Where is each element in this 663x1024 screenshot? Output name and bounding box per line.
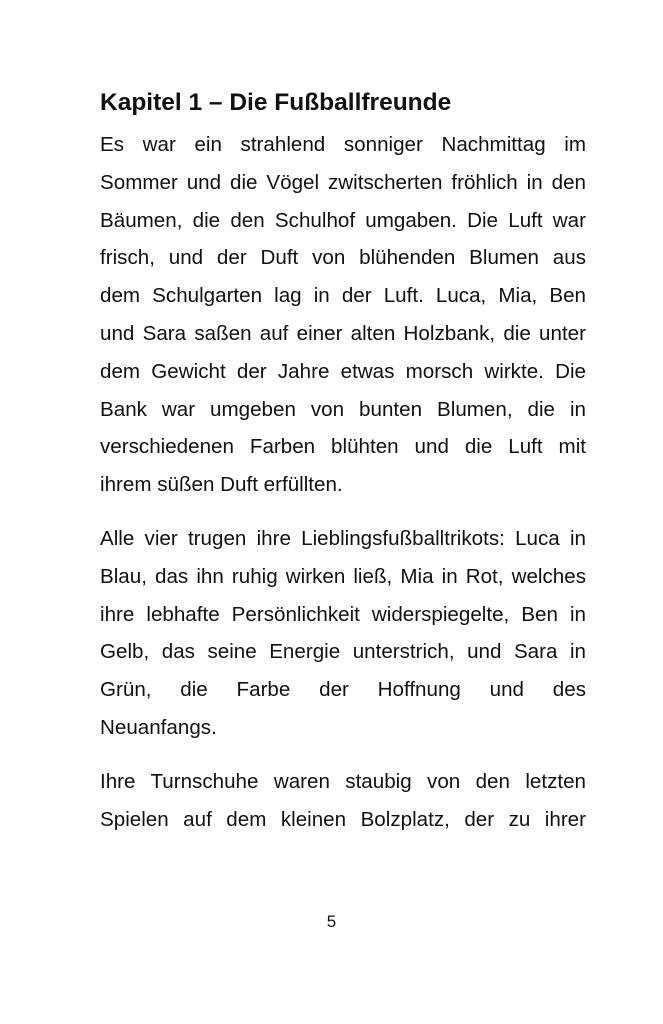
text-line: Spielen auf dem kleinen Bolzplatz, der zu ihrer	[100, 807, 586, 831]
text-line: dem Gewicht der Jahre etwas morsch wirkte. Die	[100, 359, 586, 383]
text-line: ihrem süßen Duft erfüllten.	[100, 473, 343, 497]
paragraph	[100, 520, 586, 747]
text-line: Sommer und die Vögel zwitscherten fröhlich in den	[100, 170, 586, 194]
text-line: verschiedenen Farben blühten und die Luft mit	[100, 435, 586, 459]
chapter-title: Kapitel 1 – Die Fußballfreunde	[100, 89, 452, 116]
text-line: Es war ein strahlend sonniger Nachmittag im	[100, 133, 586, 156]
text-line: Blau, das ihn ruhig wirken ließ, Mia in Rot, welches	[100, 564, 586, 588]
text-line: und Sara saßen auf einer alten Holzbank, die unter	[100, 321, 586, 345]
text-line: Gelb, das seine Energie unterstrich, und Sara in	[100, 640, 586, 664]
paragraph	[100, 126, 586, 504]
text-line: Ihre Turnschuhe waren staubig von den letzten	[100, 769, 586, 793]
text-line: frisch, und der Duft von blühenden Blumen aus	[100, 246, 586, 270]
text-line: dem Schulgarten lag in der Luft. Luca, Mia, Ben	[100, 284, 586, 308]
text-line: Bank war umgeben von bunten Blumen, die in	[100, 397, 586, 421]
page-content	[100, 86, 586, 854]
text-line: Grün, die Farbe der Hoffnung und des	[100, 678, 586, 702]
paragraph	[100, 763, 586, 839]
text-line: Neuanfangs.	[100, 715, 217, 739]
text-line: Bäumen, die den Schulhof umgaben. Die Luft war	[100, 208, 586, 232]
text-line: Alle vier trugen ihre Lieblingsfußballtrikots: Luca in	[100, 526, 586, 550]
text-line: ihre lebhafte Persönlichkeit widerspiegelte, Ben in	[100, 602, 586, 626]
page-number: 5	[326, 912, 337, 931]
